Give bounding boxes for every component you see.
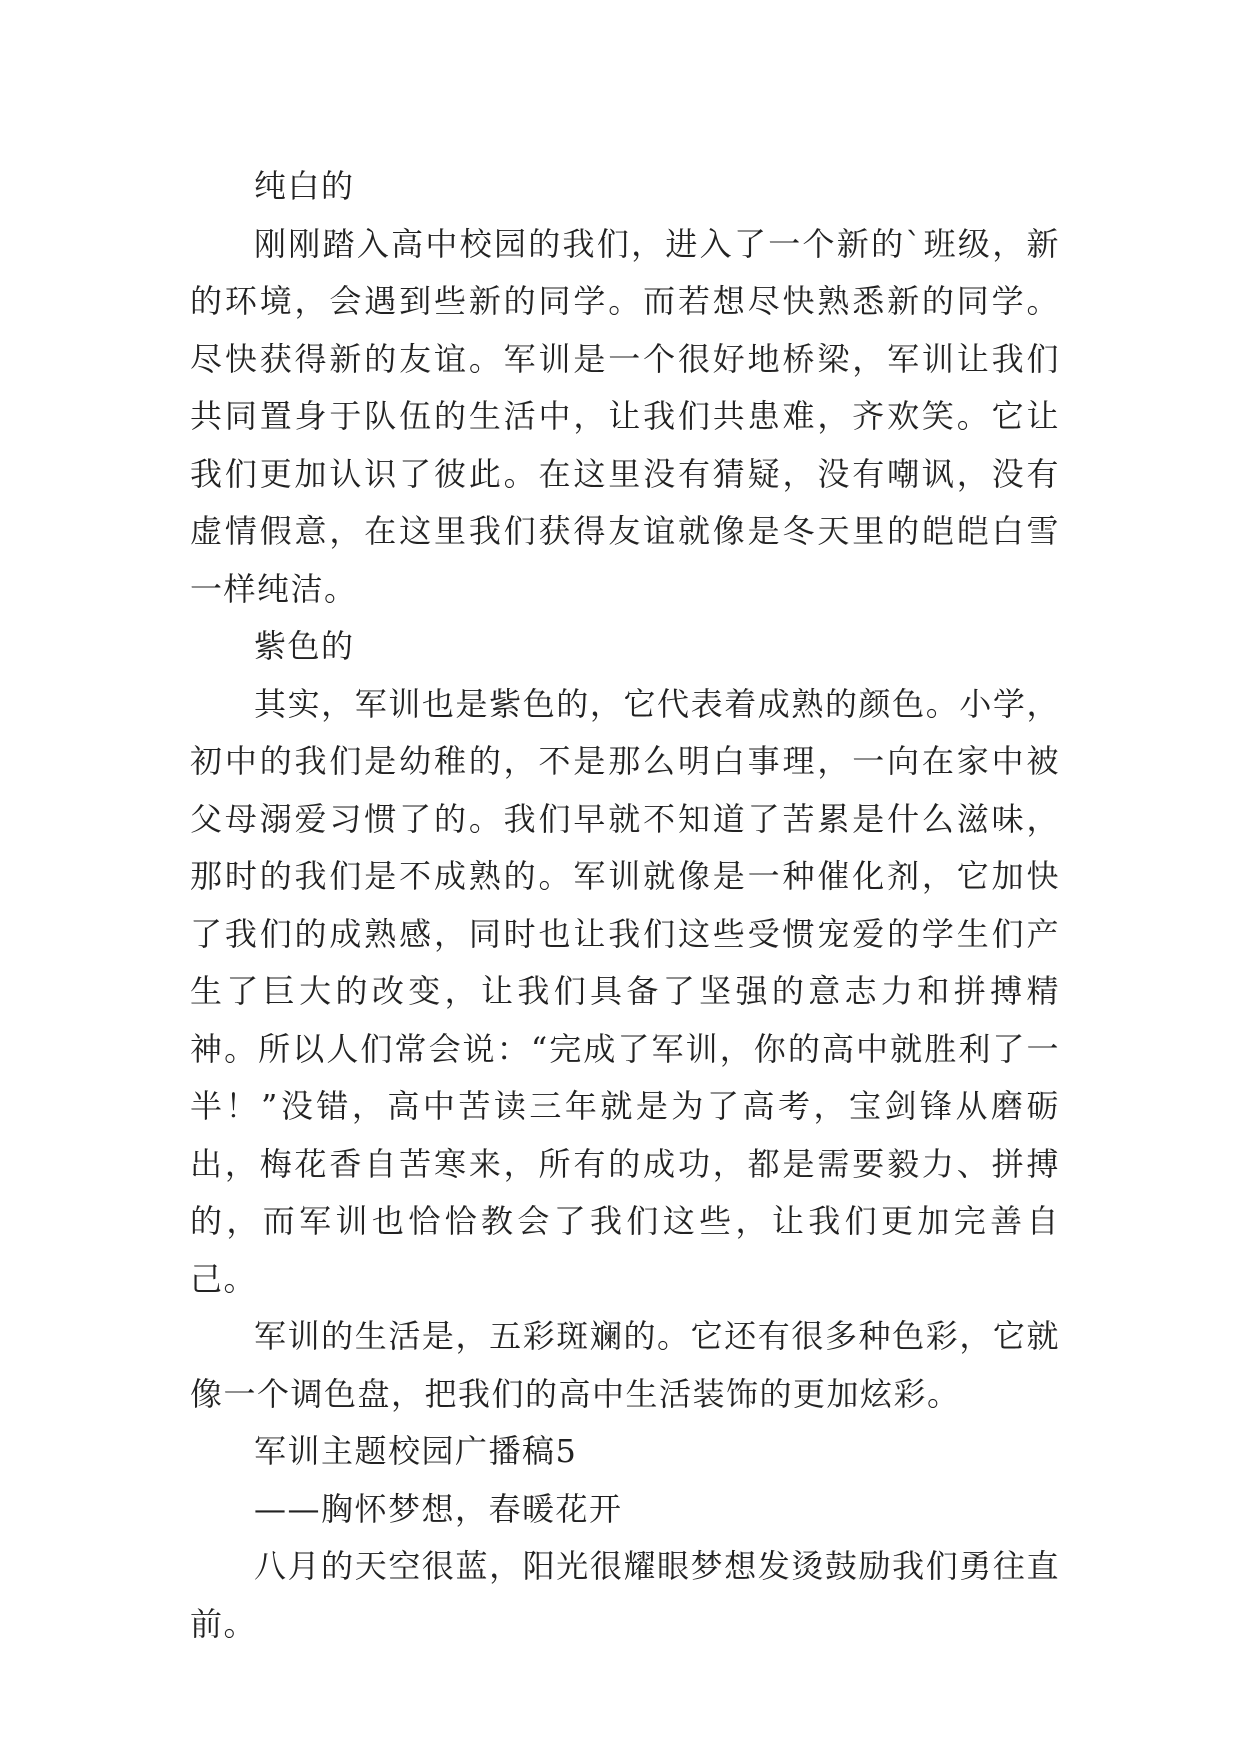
paragraph-august: 八月的天空很蓝，阳光很耀眼梦想发烫鼓励我们勇往直前。: [190, 1547, 1060, 1643]
paragraph-white: 刚刚踏入高中校园的我们，进入了一个新的`班级，新的环境，会遇到些新的同学。而若想尽快熟悉新的同学。尽快获得新的友谊。军训是一个很好地桥梁，军训让我们共同置身于队伍的生活中，让我们共患难，齐欢笑。它让我们更加认识了彼此。在这里没有猜疑，没有嘲讽，没有虚情假意，在这里我们获得友谊就像是冬天里的皑皑白雪一样纯洁。: [190, 224, 1060, 608]
document-body: [190, 158, 1060, 1653]
paragraph-colorful: 军训的生活是，五彩斑斓的。它还有很多种色彩，它就像一个调色盘，把我们的高中生活装饰的更加炫彩。: [190, 1317, 1060, 1413]
broadcast-subtitle: ——胸怀梦想，春暖花开: [254, 1489, 623, 1528]
section-heading-white: 纯白的: [254, 167, 355, 205]
broadcast-title: 军训主题校园广播稿5: [254, 1432, 578, 1470]
paragraph-purple: 其实，军训也是紫色的，它代表着成熟的颜色。小学，初中的我们是幼稚的，不是那么明白事理，一向在家中被父母溺爱习惯了的。我们早就不知道了苦累是什么滋味，那时的我们是不成熟的。军训就像是一种催化剂，它加快了我们的成熟感，同时也让我们这些受惯宠爱的学生们产生了巨大的改变，让我们具备了坚强的意志力和拼搏精神。所以人们常会说：“完成了军训，你的高中就胜利了一半！”没错，高中苦读三年就是为了高考，宝剑锋从磨砺出，梅花香自苦寒来，所有的成功，都是需要毅力、拼搏的，而军训也恰恰教会了我们这些，让我们更加完善自己。: [190, 684, 1060, 1298]
section-heading-purple: 紫色的: [254, 627, 355, 665]
